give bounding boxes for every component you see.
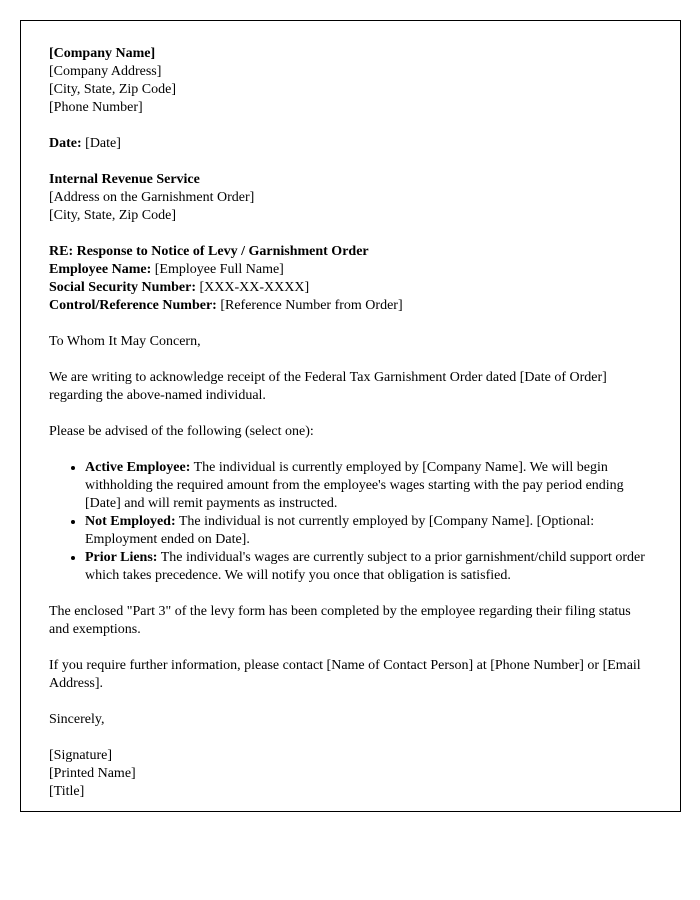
paragraph-contact: If you require further information, please contact [Name of Contact Person] at [Phone Number] or [Email Address]. xyxy=(49,658,641,691)
bullet-label-prior-liens: Prior Liens: xyxy=(85,550,158,565)
re-line: RE: Response to Notice of Levy / Garnishment Order xyxy=(49,244,369,259)
letter-page xyxy=(20,20,681,812)
employee-name-value: [Employee Full Name] xyxy=(154,262,284,277)
closing-sincerely: Sincerely, xyxy=(49,712,105,727)
list-item xyxy=(85,549,650,585)
signature-line: [Signature] xyxy=(49,748,112,763)
subject-block xyxy=(49,243,650,315)
bullet-text-not-employed: The individual is not currently employed by [Company Name]. [Optional: Employment ended on Date]. xyxy=(85,514,595,547)
paragraph-part3: The enclosed "Part 3" of the levy form has been completed by the employee regarding their filing status and exemptions. xyxy=(49,604,631,637)
employee-name-line xyxy=(49,261,650,279)
sender-company-name: [Company Name] xyxy=(49,46,156,61)
salutation: To Whom It May Concern, xyxy=(49,334,201,349)
employee-name-label: Employee Name: xyxy=(49,262,152,277)
bullet-label-not-employed: Not Employed: xyxy=(85,514,176,529)
recipient-block xyxy=(49,171,650,225)
reference-value: [Reference Number from Order] xyxy=(220,298,403,313)
signature-block xyxy=(49,747,650,801)
recipient-city-state-zip: [City, State, Zip Code] xyxy=(49,208,177,223)
bullet-text-prior-liens: The individual's wages are currently subject to a prior garnishment/child support order which takes precedence. We will notify you once that obligation is satisfied. xyxy=(85,550,645,583)
ssn-label: Social Security Number: xyxy=(49,280,196,295)
list-item xyxy=(85,459,650,513)
ssn-value: [XXX-XX-XXXX] xyxy=(199,280,310,295)
sender-phone: [Phone Number] xyxy=(49,100,143,115)
title-line: [Title] xyxy=(49,784,85,799)
paragraph-intro: We are writing to acknowledge receipt of the Federal Tax Garnishment Order dated [Date of Order] regarding the above-named individual. xyxy=(49,370,607,403)
bullet-text-active-employee: The individual is currently employed by [Company Name]. We will begin withholding the required amount from the employee's wages starting with the pay period ending [Date] and will remit payments as instructed. xyxy=(85,460,624,511)
ssn-line xyxy=(49,279,650,297)
date-line xyxy=(49,135,650,153)
reference-line xyxy=(49,297,650,315)
date-label: Date: xyxy=(49,136,82,151)
paragraph-select-one: Please be advised of the following (select one): xyxy=(49,424,314,439)
recipient-address: [Address on the Garnishment Order] xyxy=(49,190,255,205)
sender-block xyxy=(49,45,650,117)
printed-name-line: [Printed Name] xyxy=(49,766,136,781)
list-item xyxy=(85,513,650,549)
sender-city-state-zip: [City, State, Zip Code] xyxy=(49,82,177,97)
reference-label: Control/Reference Number: xyxy=(49,298,217,313)
options-list xyxy=(67,459,650,585)
bullet-label-active-employee: Active Employee: xyxy=(85,460,191,475)
date-value: [Date] xyxy=(85,136,121,151)
sender-address: [Company Address] xyxy=(49,64,162,79)
recipient-name: Internal Revenue Service xyxy=(49,172,200,187)
